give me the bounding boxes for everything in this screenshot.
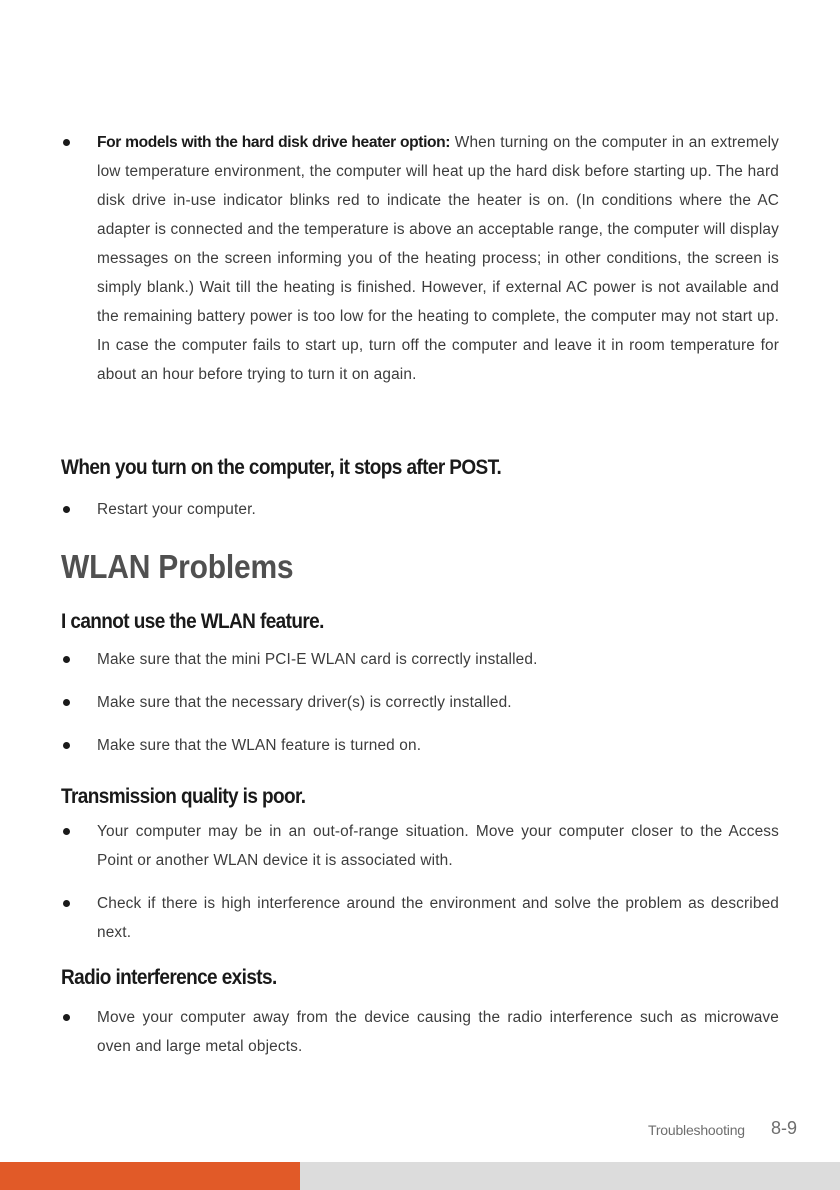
footer-section-label: Troubleshooting: [648, 1122, 745, 1138]
bullet-text: Move your computer away from the device causing the radio interference such as microwave oven and large metal objects.: [97, 1009, 779, 1055]
bullet-dot: [63, 900, 70, 907]
bullet-text: Check if there is high interference around the environment and solve the problem as described next.: [97, 895, 779, 941]
bold-lead-in: For models with the hard disk drive heater option:: [97, 134, 451, 151]
bullet-dot: [63, 742, 70, 749]
bullet-dot: [63, 699, 70, 706]
bullet-text: Make sure that the WLAN feature is turned on.: [97, 737, 422, 754]
bullet-dot: [63, 139, 70, 146]
bullet-text: Restart your computer.: [97, 501, 256, 518]
bullet-text: [97, 128, 779, 389]
bullet-dot: [63, 506, 70, 513]
heading-post-stop: When you turn on the computer, it stops after POST.: [61, 456, 502, 480]
bullet-body: When turning on the computer in an extremely low temperature environment, the computer will heat up the hard disk before starting up. The hard disk drive in-use indicator blinks red to indicate the heater is on. (In conditions where the AC adapter is connected and the temperature is above an acceptable range, the computer will display messages on the screen informing you of the heating process; in other conditions, the screen is simply blank.) Wait till the heating is finished. However, if external AC power is not available and the remaining battery power is too low for the heating to complete, the computer may not start up. In case the computer fails to start up, turn off the computer and leave it in room temperature for about an hour before trying to turn it on again.: [97, 134, 779, 383]
bullet-text: Your computer may be in an out-of-range situation. Move your computer closer to the Access Point or another WLAN device it is associated with.: [97, 823, 779, 869]
bullet-dot: [63, 828, 70, 835]
heading-wlan-feature: I cannot use the WLAN feature.: [61, 610, 324, 634]
footer-page-number: 8-9: [771, 1118, 798, 1138]
bullet-text: Make sure that the necessary driver(s) is correctly installed.: [97, 694, 512, 711]
heading-transmission-quality: Transmission quality is poor.: [61, 785, 306, 809]
footer-accent-bar: [0, 1162, 300, 1190]
bullet-dot: [63, 1014, 70, 1021]
heading-radio-interference: Radio interference exists.: [61, 966, 277, 990]
bullet-dot: [63, 656, 70, 663]
footer-gray-bar: [300, 1162, 840, 1190]
bullet-text: Make sure that the mini PCI-E WLAN card is correctly installed.: [97, 651, 538, 668]
section-title-wlan: WLAN Problems: [61, 549, 294, 586]
